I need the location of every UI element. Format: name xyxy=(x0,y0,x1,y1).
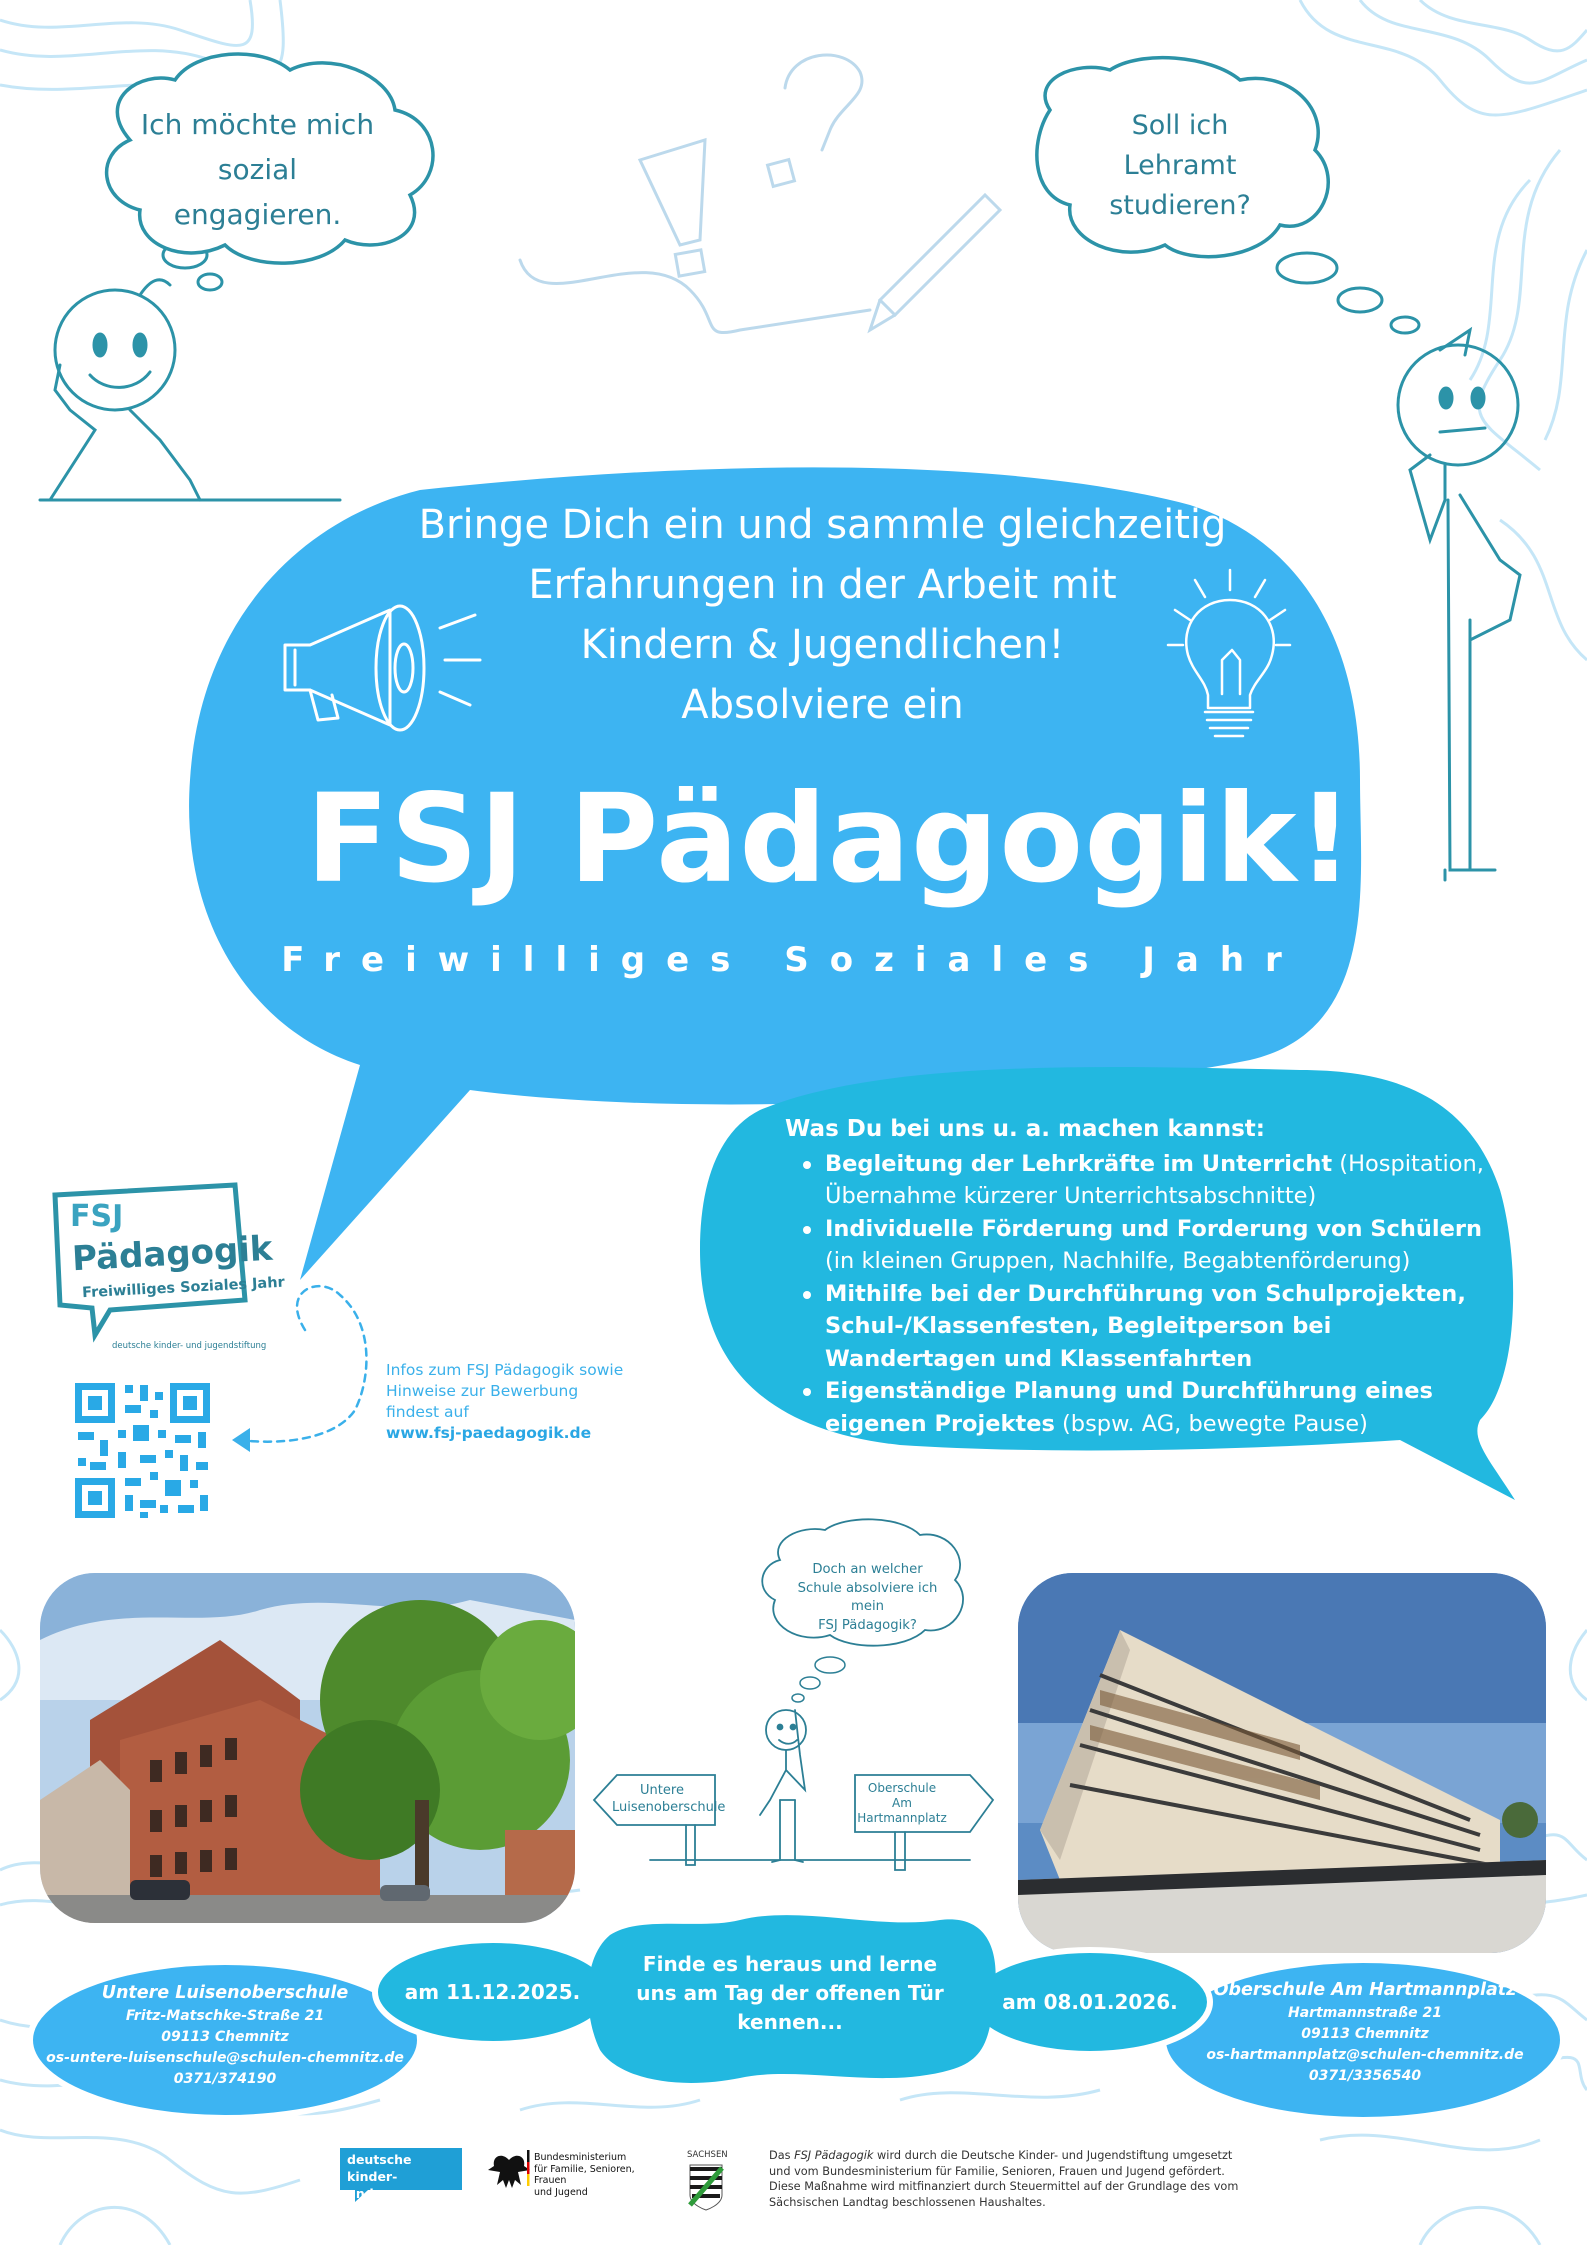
thought-left xyxy=(130,102,385,237)
fsj-logo-text3: Freiwilliges Soziales Jahr xyxy=(81,1274,286,1302)
bmfsfj-line3: und Jugend xyxy=(534,2186,588,2198)
task-bold: Begleitung der Lehrkräfte im Unterricht xyxy=(825,1150,1333,1177)
saxony-label: SACHSEN xyxy=(687,2150,728,2160)
tasks-list xyxy=(785,1148,1495,1441)
school-right-email: os-hartmannplatz@schulen-chemnitz.de xyxy=(1206,2047,1524,2063)
list-item xyxy=(825,1375,1495,1440)
school-left-phone: 0371/374190 xyxy=(173,2071,277,2087)
fsj-logo-org: deutsche kinder- und jugendstiftung xyxy=(112,1341,267,1351)
hero-line3: Kindern & Jugendlichen! xyxy=(580,622,1065,668)
open-day-date-right: am 08.01.2026. xyxy=(1002,1990,1178,2014)
cta-line2: uns am Tag der offenen Tür xyxy=(636,1981,944,2005)
sign-left xyxy=(612,1782,726,1816)
sign-right-line1: Oberschule xyxy=(867,1781,937,1795)
info-text xyxy=(386,1360,656,1444)
page-title: FSJ Pädagogik! xyxy=(305,768,1355,910)
dkjs-logo xyxy=(347,2151,462,2219)
cta-line1: Finde es heraus und lerne xyxy=(642,1952,938,1976)
hero-intro xyxy=(300,495,1345,735)
thought-right-line1: Soll ich xyxy=(1131,110,1229,141)
thought-left-line2: sozial xyxy=(217,153,298,186)
school-photo-left xyxy=(40,1573,600,1925)
thought-middle-line2: Schule absolviere ich xyxy=(797,1580,938,1596)
bmfsfj-line2: für Familie, Senioren, Frauen xyxy=(534,2163,635,2186)
info-line2: Hinweise zur Bewerbung xyxy=(386,1382,579,1400)
school-right-info xyxy=(1170,1977,1560,2087)
task-bold: Individuelle Förderung und Forderung von Schülern xyxy=(825,1215,1483,1242)
school-right-street: Hartmannstraße 21 xyxy=(1287,2005,1443,2021)
task-detail: (bspw. AG, bewegte Pause) xyxy=(1054,1410,1368,1437)
cta-line3: kennen... xyxy=(737,2010,843,2034)
thought-right-line3: studieren? xyxy=(1109,190,1251,221)
funding-note-pre: Das xyxy=(769,2149,795,2162)
school-right-name: Oberschule Am Hartmannplatz xyxy=(1213,1980,1517,2000)
info-line1: Infos zum FSJ Pädagogik sowie xyxy=(386,1361,624,1379)
school-left-email: os-untere-luisenschule@schulen-chemnitz.de xyxy=(46,2050,404,2066)
thought-right xyxy=(1060,106,1300,226)
list-item xyxy=(825,1278,1495,1376)
tasks-panel xyxy=(785,1113,1495,1440)
bmfsfj-line1: Bundesministerium xyxy=(534,2152,627,2163)
hero-line1: Bringe Dich ein und sammle gleichzeitig xyxy=(418,502,1227,548)
task-detail: (Hospitation, Übernahme kürzerer Unterrichtsabschnitte) xyxy=(825,1150,1484,1209)
funding-note-em: FSJ Pädagogik xyxy=(794,2149,874,2162)
sign-right xyxy=(852,1781,952,1826)
tasks-heading: Was Du bei uns u. a. machen kannst: xyxy=(785,1116,1265,1142)
sign-left-line2: Luisenoberschule xyxy=(612,1800,726,1815)
open-day-date-left: am 11.12.2025. xyxy=(404,1980,581,2004)
hero-line2: Erfahrungen in der Arbeit mit xyxy=(528,562,1117,608)
school-left-name: Untere Luisenoberschule xyxy=(101,1983,349,2003)
list-item xyxy=(825,1213,1495,1278)
school-right-city: 09113 Chemnitz xyxy=(1301,2026,1429,2042)
dkjs-logo-line2: und jugendstiftung xyxy=(347,2186,452,2218)
school-left-city: 09113 Chemnitz xyxy=(161,2029,289,2045)
thought-left-line1: Ich möchte mich xyxy=(140,108,375,141)
hero-line4: Absolviere ein xyxy=(681,682,964,728)
school-left-street: Fritz-Matschke-Straße 21 xyxy=(125,2008,325,2024)
fsj-logo-text1: FSJ xyxy=(70,1199,124,1234)
qr-code xyxy=(75,1383,210,1518)
sign-right-line3: Hartmannplatz xyxy=(857,1811,947,1825)
sign-left-line1: Untere xyxy=(640,1783,684,1798)
sign-right-line2: Am xyxy=(892,1796,912,1810)
info-url-link[interactable]: www.fsj-paedagogik.de xyxy=(386,1424,592,1442)
thought-middle-line3: mein xyxy=(851,1599,884,1614)
fsj-logo-text2: Pädagogik xyxy=(71,1228,274,1280)
saxony-coat-of-arms xyxy=(690,2165,722,2210)
call-to-action xyxy=(600,1950,980,2037)
dkjs-logo-line1: deutsche kinder- xyxy=(347,2152,412,2184)
school-photo-right xyxy=(1018,1573,1546,1953)
thought-middle xyxy=(770,1561,965,1635)
thought-middle-line1: Doch an welcher xyxy=(812,1562,923,1577)
funding-note xyxy=(769,2148,1255,2210)
task-bold: Mithilfe bei der Durchführung von Schulprojekten, Schul-/Klassenfesten, Begleitperson bei Wandertagen und Klassenfahrten xyxy=(825,1280,1466,1372)
list-item xyxy=(825,1148,1495,1213)
thought-right-line2: Lehramt xyxy=(1123,150,1237,181)
thought-middle-line4: FSJ Pädagogik? xyxy=(818,1617,917,1633)
federal-eagle-icon xyxy=(488,2150,530,2188)
page-subtitle: Freiwilliges Soziales Jahr xyxy=(281,940,1303,980)
info-line3: findest auf xyxy=(386,1403,469,1421)
thought-left-line3: engagieren. xyxy=(173,198,342,231)
task-detail: (in kleinen Gruppen, Nachhilfe, Begabtenförderung) xyxy=(825,1248,1411,1274)
school-right-phone: 0371/3356540 xyxy=(1308,2068,1422,2084)
task-bold: Eigenständige Planung und Durchführung eines eigenen Projektes xyxy=(825,1378,1433,1437)
funding-note-post: wird durch die Deutsche Kinder- und Jugendstiftung umgesetzt und vom Bundesministerium für Familie, Senioren, Frauen und Jugend gefördert. Diese Maßnahme wird mitfinanziert durch Steuermittel auf der Grundlage des vom Sächsischen Landtag beschlossenen Haushaltes. xyxy=(769,2149,1239,2209)
school-left-info xyxy=(40,1980,410,2090)
bmfsfj-logo xyxy=(534,2152,664,2198)
